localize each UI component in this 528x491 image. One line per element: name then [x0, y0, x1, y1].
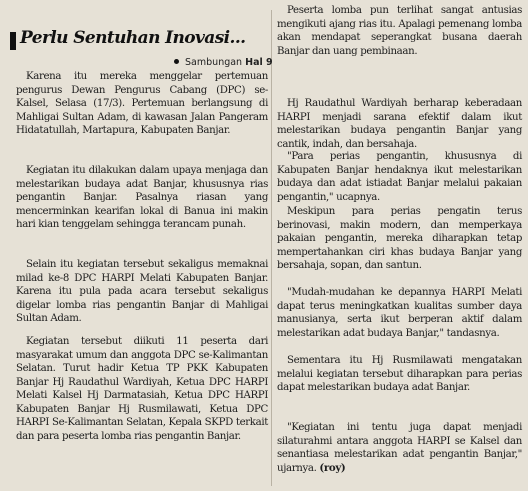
- headline-row: [10, 28, 272, 54]
- paragraph: Peserta lomba pun terlihat sangat antusias mengikuti ajang rias itu. Apalagi pemenang lomba akan mendapat seperangkat busana daerah Banjar dan uang pembinaan.: [277, 5, 522, 57]
- continuation-prefix: Sambungan: [185, 57, 243, 68]
- paragraph: Sementara itu Hj Rusmilawati mengatakan melalui kegiatan tersebut diharapkan para perias dapat melestarikan budaya adat Banjar.: [277, 355, 522, 393]
- paragraph: "Mudah-mudahan ke depannya HARPI Melati dapat terus meningkatkan kualitas sumber daya manusianya, serta ikut berperan aktif dalam melestarikan adat budaya Banjar," tandasnya.: [277, 287, 522, 339]
- paragraph-text: "Kegiatan ini tentu juga dapat menjadi silaturahmi antara anggota HARPI se Kalsel dan senantiasa melestarikan adat pengantin Banjar," ujarnya.: [277, 422, 522, 474]
- bullet-icon: [174, 59, 179, 64]
- paragraph: Hj Raudathul Wardiyah berharap keberadaan HARPI menjadi sarana efektif dalam ikut melestarikan budaya pengantin Banjar yang cantik, indah, dan bersahaja.: [277, 98, 522, 150]
- paragraph: Kegiatan tersebut diikuti 11 peserta dari masyarakat umum dan anggota DPC se-Kalimantan Selatan. Turut hadir Ketua TP PKK Kabupaten Banjar Hj Raudathul Wardiyah, Ketua DPC HARPI Melati Kalsel Hj Darmatasiah, Ketua DPC HARPI Kabupaten Banjar Hj Rusmilawati, Ketua DPC HARPI Se-Kalimantan Selatan, Kepala SKPD terkait dan para peserta lomba rias pengantin Banjar.: [16, 336, 268, 442]
- column-divider: [271, 10, 272, 486]
- continuation-note: [174, 57, 273, 68]
- final-paragraph: [277, 421, 522, 475]
- paragraph: "Para perias pengantin, khususnya di Kabupaten Banjar hendaknya ikut melestarikan budaya dan adat istiadat Banjar melalui pakaian pengantin," ucapnya.: [277, 151, 522, 203]
- paragraph: Karena itu mereka menggelar pertemuan pengurus Dewan Pengurus Cabang (DPC) se-Kalsel, Selasa (17/3). Pertemuan berlangsung di Mahligai Sultan Adam, di kawasan Jalan Pangeram Hidatatullah, Martapura, Kabupaten Banjar.: [16, 71, 268, 136]
- paragraph: Meskipun para perias pengatin terus berinovasi, makin modern, dan memperkaya pakaian pengantin, mereka diharapkan tetap mempertahankan ciri khas budaya Banjar yang bersahaja, sopan, dan santun.: [277, 206, 522, 271]
- paragraph: Kegiatan itu dilakukan dalam upaya menjaga dan melestarikan budaya adat Banjar, khususnya rias pengantin Banjar. Pasalnya riasan yang mencerminkan kearifan lokal di Banua ini makin hari kian tenggelam sehingga terancam punah.: [16, 165, 268, 230]
- paragraph: Selain itu kegiatan tersebut sekaligus memaknai milad ke-8 DPC HARPI Melati Kabupaten Banjar. Karena itu pula pada acara tersebut sekaligus digelar lomba rias pengantin Banjar di Mahligai Sultan Adam.: [16, 259, 268, 324]
- continuation-page: Hal 9: [245, 57, 273, 68]
- headline-bar: [10, 32, 16, 50]
- headline: Perlu Sentuhan Inovasi...: [20, 28, 246, 48]
- author-signature: (roy): [319, 461, 346, 474]
